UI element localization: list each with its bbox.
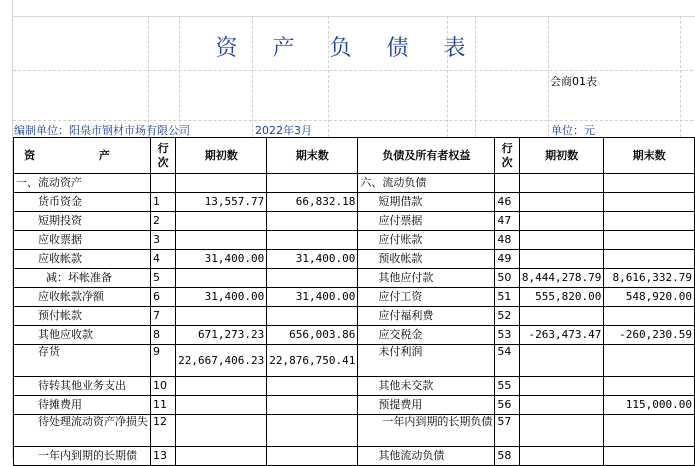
liability-cell[interactable]: 应交税金 (358, 326, 495, 345)
form-code: 会商01表 (550, 75, 597, 88)
table-row (14, 269, 695, 288)
table-row (14, 345, 695, 377)
liability-cell[interactable]: 预收帐款 (358, 250, 495, 269)
line-no-cell[interactable] (495, 174, 520, 193)
line-no-cell[interactable]: 52 (495, 307, 520, 326)
begin-cell[interactable] (519, 307, 603, 326)
liability-cell[interactable]: 短期借款 (358, 193, 495, 212)
end-cell[interactable] (267, 269, 358, 288)
end-cell[interactable]: 22,876,750.41 (267, 345, 358, 377)
liability-cell[interactable]: 一年内到期的长期负债 (358, 415, 495, 447)
line-no-cell[interactable]: 13 (151, 447, 176, 466)
begin-cell[interactable]: -263,473.47 (519, 326, 603, 345)
begin-cell[interactable] (176, 212, 267, 231)
liability-cell[interactable]: 应付票据 (358, 212, 495, 231)
header-line-no: 行次 (151, 138, 176, 174)
asset-cell[interactable]: 一年内到期的长期债 (14, 447, 151, 466)
end-cell[interactable] (604, 212, 695, 231)
asset-cell[interactable]: 其他应收款 (14, 326, 151, 345)
begin-cell[interactable] (519, 212, 603, 231)
header-end-2: 期末数 (604, 138, 695, 174)
begin-cell[interactable] (176, 174, 267, 193)
report-period: 2022年3月 (255, 124, 312, 137)
line-no-cell[interactable]: 12 (151, 415, 176, 447)
begin-cell[interactable]: 13,557.77 (176, 193, 267, 212)
end-cell[interactable] (604, 174, 695, 193)
end-cell[interactable]: -260,230.59 (604, 326, 695, 345)
table-row (14, 288, 695, 307)
begin-cell[interactable]: 31,400.00 (176, 288, 267, 307)
asset-cell[interactable]: 待摊费用 (14, 396, 151, 415)
begin-cell[interactable] (519, 174, 603, 193)
begin-cell[interactable] (176, 307, 267, 326)
begin-cell[interactable] (176, 377, 267, 396)
end-cell[interactable] (267, 212, 358, 231)
line-no-cell[interactable]: 9 (151, 345, 176, 377)
end-cell[interactable]: 656,003.86 (267, 326, 358, 345)
end-cell[interactable] (267, 377, 358, 396)
begin-cell[interactable] (519, 231, 603, 250)
end-cell[interactable] (267, 415, 358, 447)
liability-cell[interactable]: 六、流动负债 (358, 174, 495, 193)
line-no-cell[interactable]: 6 (151, 288, 176, 307)
begin-cell[interactable] (519, 250, 603, 269)
asset-cell[interactable]: 待处理流动资产净损失 (14, 415, 151, 447)
end-cell[interactable] (604, 231, 695, 250)
end-cell[interactable] (267, 447, 358, 466)
line-no-cell[interactable] (151, 174, 176, 193)
line-no-cell[interactable]: 7 (151, 307, 176, 326)
begin-cell[interactable]: 22,667,406.23 (176, 345, 267, 377)
grid-line (13, 120, 693, 121)
begin-cell[interactable] (519, 447, 603, 466)
end-cell[interactable] (604, 415, 695, 447)
line-no-cell[interactable]: 53 (495, 326, 520, 345)
begin-cell[interactable]: 671,273.23 (176, 326, 267, 345)
line-no-cell[interactable]: 10 (151, 377, 176, 396)
header-begin: 期初数 (176, 138, 267, 174)
end-cell[interactable]: 8,616,332.79 (604, 269, 695, 288)
end-cell[interactable] (604, 345, 695, 377)
end-cell[interactable]: 31,400.00 (267, 250, 358, 269)
table-row (14, 326, 695, 345)
liability-cell[interactable]: 预提费用 (358, 396, 495, 415)
table-row (14, 212, 695, 231)
liability-cell[interactable]: 其他未交款 (358, 377, 495, 396)
line-no-cell[interactable]: 50 (495, 269, 520, 288)
liability-cell[interactable]: 应付福利费 (358, 307, 495, 326)
begin-cell[interactable] (176, 231, 267, 250)
line-no-cell[interactable]: 49 (495, 250, 520, 269)
begin-cell[interactable] (519, 345, 603, 377)
begin-cell[interactable] (176, 396, 267, 415)
line-no-cell[interactable]: 3 (151, 231, 176, 250)
liability-cell[interactable]: 未付利润 (358, 345, 495, 377)
table-row (14, 193, 695, 212)
line-no-cell[interactable]: 4 (151, 250, 176, 269)
asset-cell[interactable]: 一、流动资产 (14, 174, 151, 193)
begin-cell[interactable] (519, 377, 603, 396)
begin-cell[interactable]: 31,400.00 (176, 250, 267, 269)
begin-cell[interactable] (176, 415, 267, 447)
end-cell[interactable] (267, 396, 358, 415)
line-no-cell[interactable]: 5 (151, 269, 176, 288)
balance-sheet-table (13, 137, 695, 466)
table-row (14, 396, 695, 415)
begin-cell[interactable] (519, 396, 603, 415)
asset-cell[interactable]: 应收帐款净额 (14, 288, 151, 307)
end-cell[interactable] (604, 447, 695, 466)
liability-cell[interactable]: 应付账款 (358, 231, 495, 250)
table-row (14, 377, 695, 396)
liability-cell[interactable]: 其他流动负债 (358, 447, 495, 466)
end-cell[interactable] (604, 377, 695, 396)
asset-cell[interactable]: 预付帐款 (14, 307, 151, 326)
line-no-cell[interactable]: 54 (495, 345, 520, 377)
column-header-strip (0, 0, 695, 17)
header-asset: 资 产 (14, 138, 151, 174)
begin-cell[interactable] (519, 193, 603, 212)
unit-label: 单位：元 (551, 124, 595, 137)
row-header-strip (0, 0, 13, 458)
end-cell[interactable] (604, 307, 695, 326)
line-no-cell[interactable]: 56 (495, 396, 520, 415)
end-cell[interactable]: 548,920.00 (604, 288, 695, 307)
line-no-cell[interactable]: 58 (495, 447, 520, 466)
line-no-cell[interactable]: 2 (151, 212, 176, 231)
line-no-cell[interactable]: 11 (151, 396, 176, 415)
line-no-cell[interactable]: 55 (495, 377, 520, 396)
end-cell[interactable]: 31,400.00 (267, 288, 358, 307)
end-cell[interactable] (267, 174, 358, 193)
line-no-cell[interactable]: 1 (151, 193, 176, 212)
end-cell[interactable] (604, 250, 695, 269)
end-cell[interactable]: 66,832.18 (267, 193, 358, 212)
grid-line (13, 70, 693, 71)
header-liabilities: 负债及所有者权益 (358, 138, 495, 174)
liability-cell[interactable]: 其他应付款 (358, 269, 495, 288)
line-no-cell[interactable]: 47 (495, 212, 520, 231)
end-cell[interactable] (267, 231, 358, 250)
header-line-no-2: 行次 (495, 138, 520, 174)
end-cell[interactable] (267, 307, 358, 326)
asset-cell[interactable]: 存货 (14, 345, 151, 377)
line-no-cell[interactable]: 51 (495, 288, 520, 307)
table-row (14, 174, 695, 193)
asset-cell[interactable]: 应收票据 (14, 231, 151, 250)
asset-cell[interactable]: 应收帐款 (14, 250, 151, 269)
table-row (14, 307, 695, 326)
asset-cell[interactable]: 待转其他业务支出 (14, 377, 151, 396)
asset-cell[interactable]: 减：坏帐准备 (14, 269, 151, 288)
end-cell[interactable]: 115,000.00 (604, 396, 695, 415)
sheet-title: 资 产 负 债 表 (215, 36, 480, 61)
begin-cell[interactable]: 8,444,278.79 (519, 269, 603, 288)
begin-cell[interactable] (176, 269, 267, 288)
table-row (14, 447, 695, 466)
end-cell[interactable] (604, 193, 695, 212)
begin-cell[interactable] (519, 415, 603, 447)
begin-cell[interactable] (176, 447, 267, 466)
asset-cell[interactable]: 货币资金 (14, 193, 151, 212)
header-begin-2: 期初数 (519, 138, 603, 174)
line-no-cell[interactable]: 8 (151, 326, 176, 345)
line-no-cell[interactable]: 46 (495, 193, 520, 212)
line-no-cell[interactable]: 48 (495, 231, 520, 250)
asset-cell[interactable]: 短期投资 (14, 212, 151, 231)
liability-cell[interactable]: 应付工资 (358, 288, 495, 307)
begin-cell[interactable]: 555,820.00 (519, 288, 603, 307)
table-row (14, 250, 695, 269)
table-row (14, 231, 695, 250)
org-label: 编制单位：阳泉市钢材市场有限公司 (14, 124, 190, 137)
header-end: 期末数 (267, 138, 358, 174)
line-no-cell[interactable]: 57 (495, 415, 520, 447)
table-row (14, 415, 695, 447)
